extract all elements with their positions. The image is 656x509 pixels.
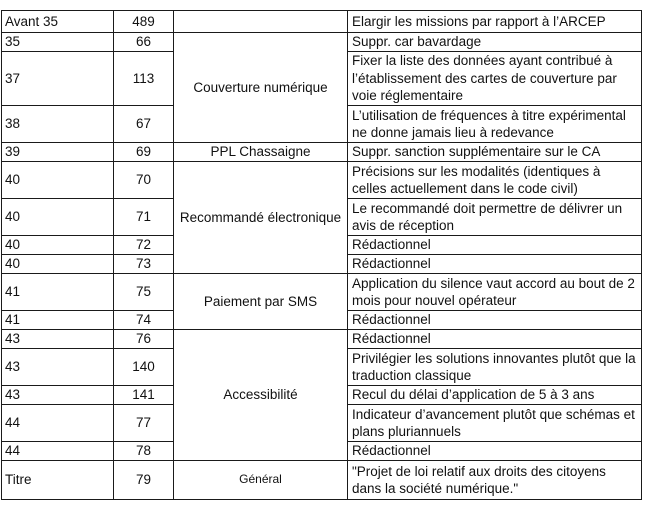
objet-cell: Le recommandé doit permettre de délivrer un avis de réception xyxy=(348,199,642,236)
theme-cell: Accessibilité xyxy=(174,330,348,461)
theme-cell: PPL Chassaigne xyxy=(174,143,348,162)
table-row xyxy=(2,33,642,52)
amendment-number-cell: 140 xyxy=(114,349,174,386)
objet-cell: Indicateur d’avancement plutôt que schémas et plans pluriannuels xyxy=(348,405,642,442)
objet-cell: "Projet de loi relatif aux droits des citoyens dans la société numérique." xyxy=(348,461,642,500)
article-cell: 41 xyxy=(2,274,114,311)
objet-cell: Précisions sur les modalités (identiques à celles actuellement dans le code civil) xyxy=(348,162,642,199)
article-cell: 44 xyxy=(2,405,114,442)
article-cell: Titre xyxy=(2,461,114,500)
amendment-number-cell: 69 xyxy=(114,143,174,162)
article-cell: 40 xyxy=(2,162,114,199)
objet-cell: Elargir les missions par rapport à l’ARCEP xyxy=(348,11,642,33)
objet-cell: Rédactionnel xyxy=(348,330,642,349)
amendment-number-cell: 76 xyxy=(114,330,174,349)
table-row xyxy=(2,162,642,199)
objet-cell: Suppr. sanction supplémentaire sur le CA xyxy=(348,143,642,162)
objet-cell: Recul du délai d’application de 5 à 3 ans xyxy=(348,386,642,405)
amendment-number-cell: 71 xyxy=(114,199,174,236)
amendment-number-cell: 78 xyxy=(114,442,174,461)
table-row xyxy=(2,461,642,500)
objet-cell: Application du silence vaut accord au bout de 2 mois pour nouvel opérateur xyxy=(348,274,642,311)
article-cell: 40 xyxy=(2,255,114,274)
objet-cell: Rédactionnel xyxy=(348,255,642,274)
article-cell: 38 xyxy=(2,106,114,143)
theme-cell: Couverture numérique xyxy=(174,33,348,143)
article-cell: 35 xyxy=(2,33,114,52)
amendment-number-cell: 70 xyxy=(114,162,174,199)
objet-cell: Rédactionnel xyxy=(348,236,642,255)
amendment-number-cell: 72 xyxy=(114,236,174,255)
amendment-number-cell: 79 xyxy=(114,461,174,500)
amendment-number-cell: 75 xyxy=(114,274,174,311)
objet-cell: Suppr. car bavardage xyxy=(348,33,642,52)
amendment-number-cell: 141 xyxy=(114,386,174,405)
amendments-table xyxy=(1,10,642,500)
objet-cell: L’utilisation de fréquences à titre expérimental ne donne jamais lieu à redevance xyxy=(348,106,642,143)
article-cell: 43 xyxy=(2,330,114,349)
article-cell: 40 xyxy=(2,199,114,236)
amendment-number-cell: 66 xyxy=(114,33,174,52)
amendment-number-cell: 489 xyxy=(114,11,174,33)
table-row xyxy=(2,330,642,349)
theme-cell: Général xyxy=(174,461,348,500)
amendment-number-cell: 74 xyxy=(114,311,174,330)
theme-cell: Recommandé électronique xyxy=(174,162,348,274)
amendment-number-cell: 73 xyxy=(114,255,174,274)
article-cell: 41 xyxy=(2,311,114,330)
article-cell: 37 xyxy=(2,52,114,106)
theme-cell xyxy=(174,11,348,33)
objet-cell: Fixer la liste des données ayant contribué à l’établissement des cartes de couverture par voie réglementaire xyxy=(348,52,642,106)
amendment-number-cell: 77 xyxy=(114,405,174,442)
article-cell: 40 xyxy=(2,236,114,255)
article-cell: 44 xyxy=(2,442,114,461)
article-cell: 39 xyxy=(2,143,114,162)
objet-cell: Rédactionnel xyxy=(348,442,642,461)
article-cell: Avant 35 xyxy=(2,11,114,33)
objet-cell: Privilégier les solutions innovantes plutôt que la traduction classique xyxy=(348,349,642,386)
table-row xyxy=(2,274,642,311)
article-cell: 43 xyxy=(2,349,114,386)
amendment-number-cell: 113 xyxy=(114,52,174,106)
table-row xyxy=(2,11,642,33)
amendment-number-cell: 67 xyxy=(114,106,174,143)
article-cell: 43 xyxy=(2,386,114,405)
theme-cell: Paiement par SMS xyxy=(174,274,348,330)
objet-cell: Rédactionnel xyxy=(348,311,642,330)
table-row xyxy=(2,143,642,162)
